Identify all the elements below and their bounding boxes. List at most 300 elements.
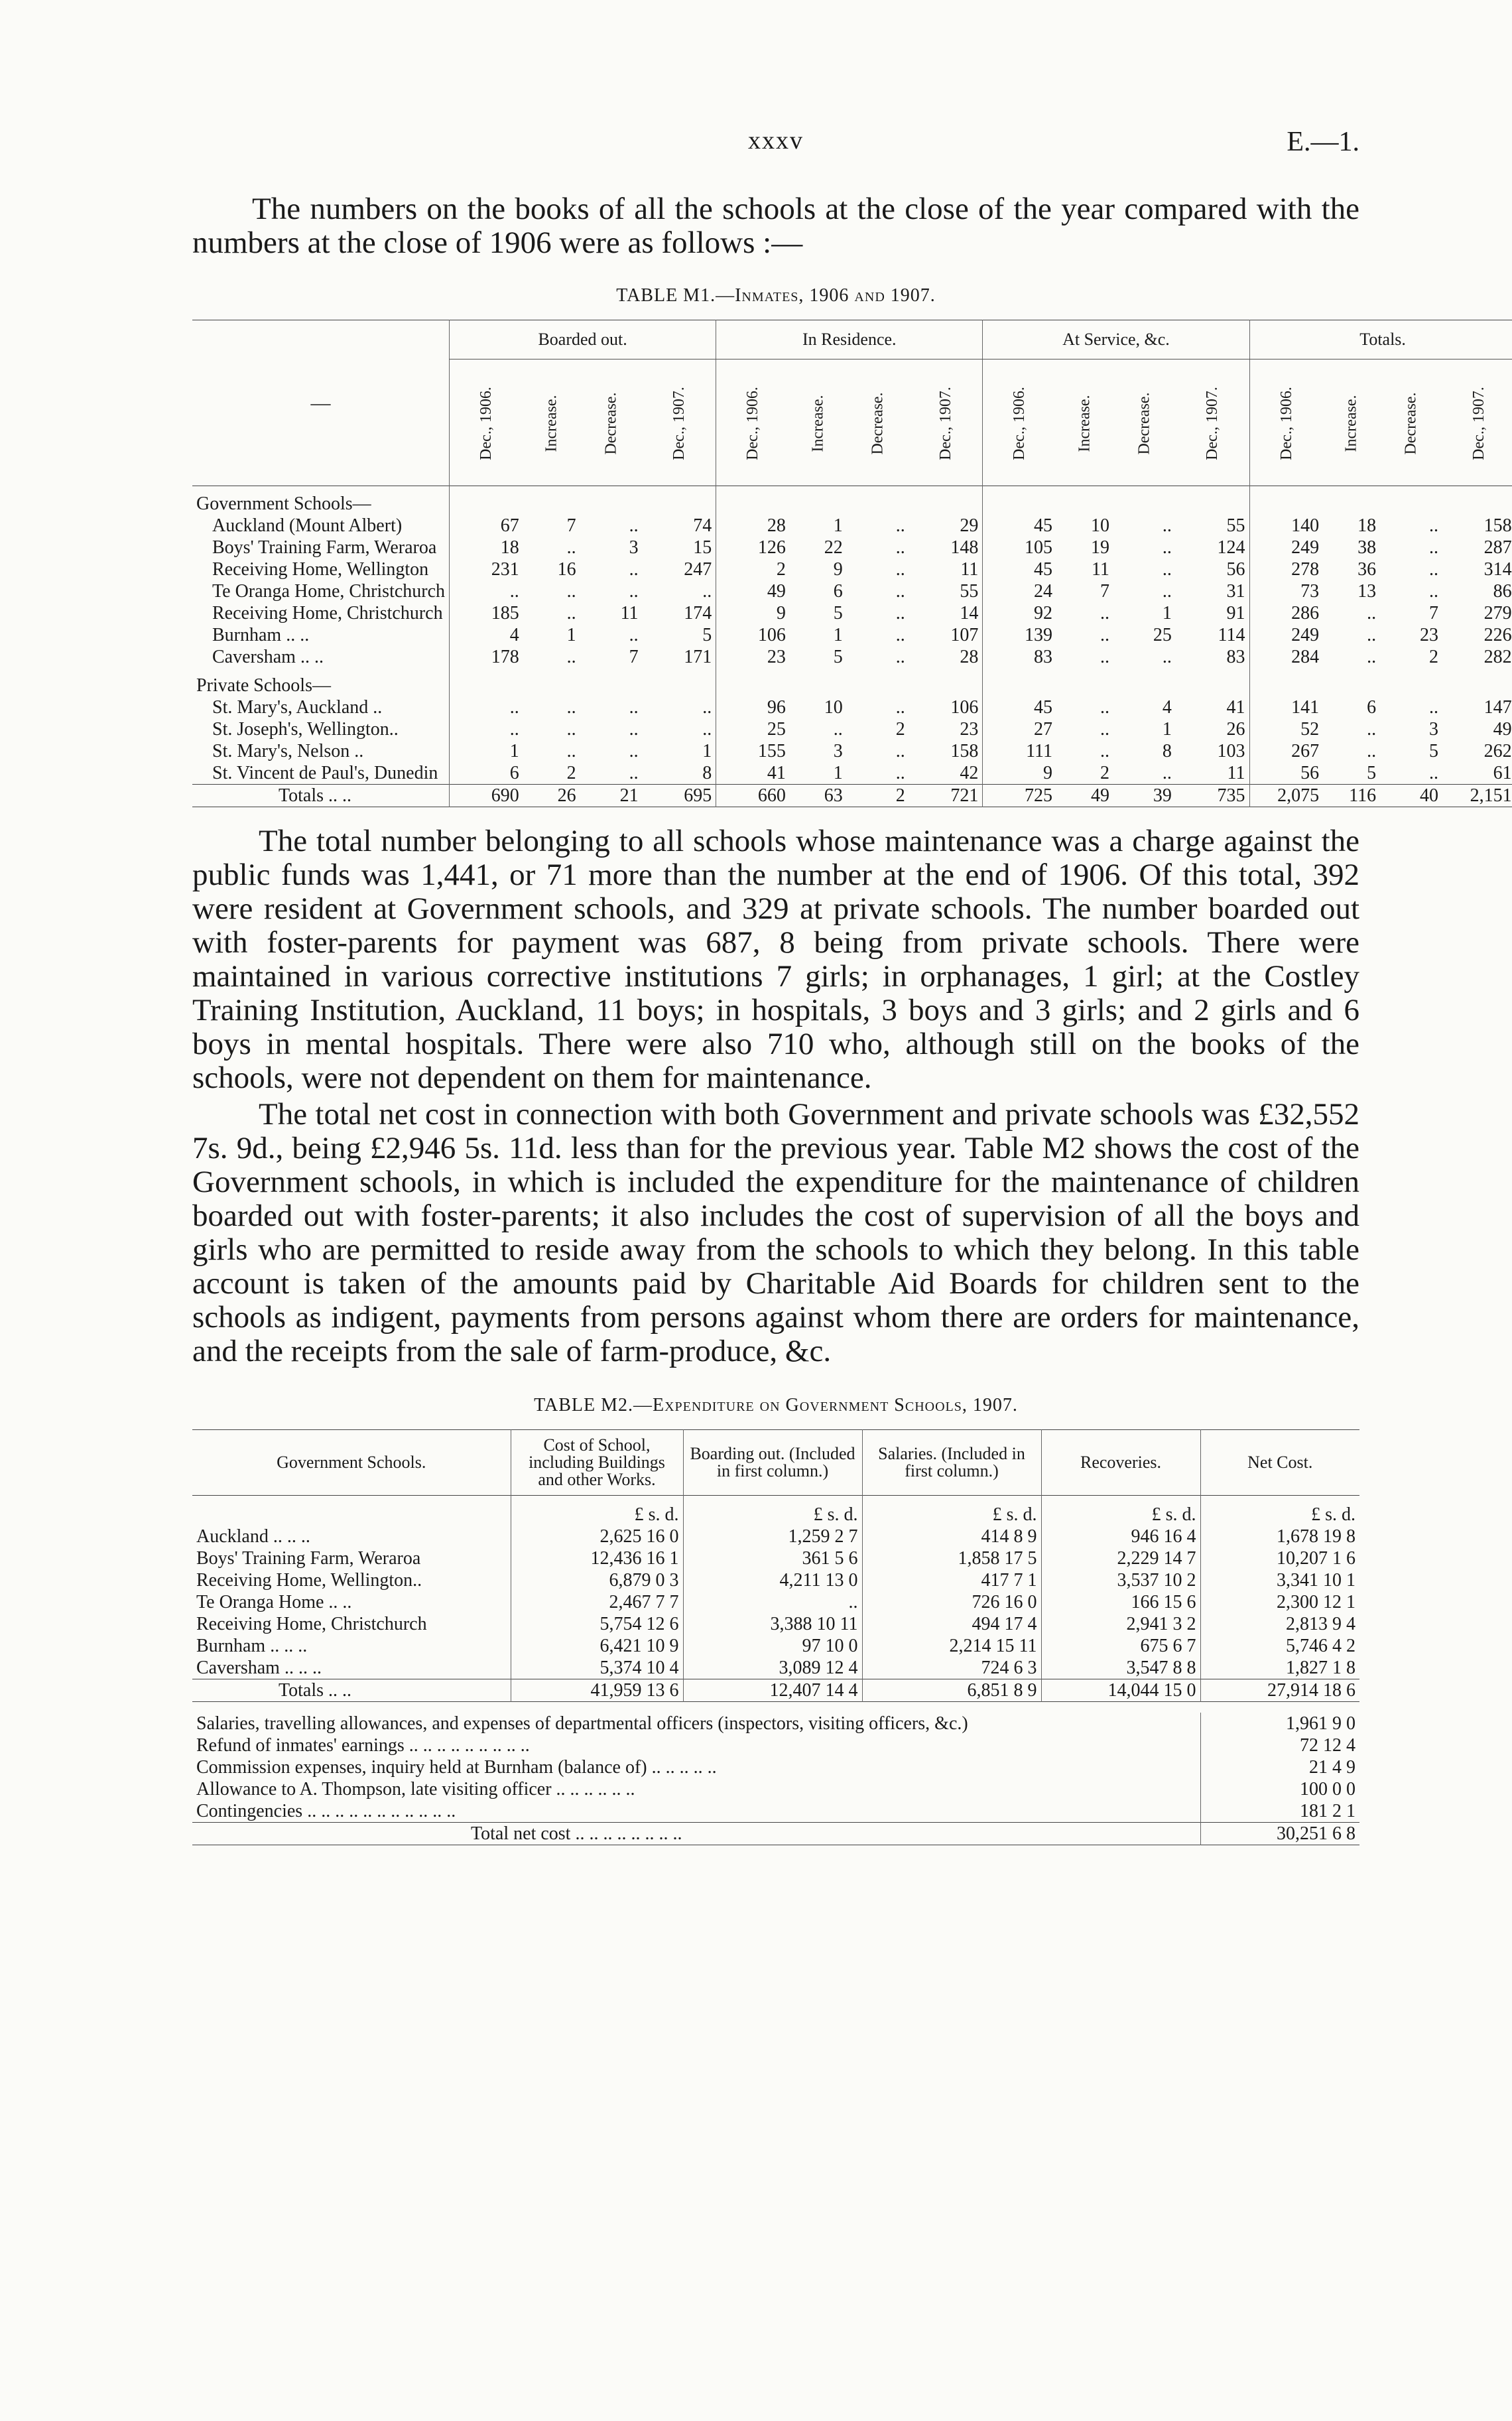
table-row xyxy=(192,602,1512,624)
cell: 148 xyxy=(950,537,979,558)
cell: 31 xyxy=(1226,580,1245,602)
cell: 247 xyxy=(684,558,712,580)
page xyxy=(192,126,1512,1845)
subheader-increase xyxy=(1323,360,1380,486)
cell: .. xyxy=(1429,580,1439,602)
cell: .. xyxy=(895,646,905,667)
cell: 9 xyxy=(983,762,1056,785)
cell: 73 xyxy=(1249,580,1323,602)
cell: 2,300 12 1 xyxy=(1200,1591,1359,1613)
empty-cell xyxy=(790,668,847,696)
cell: 23 xyxy=(1420,624,1439,645)
cell: 52 xyxy=(1249,718,1323,740)
cell: 2 xyxy=(716,558,790,580)
cell: 41,959 13 6 xyxy=(511,1679,683,1702)
subheader-text: Dec., 1907. xyxy=(1203,387,1221,460)
expense-row xyxy=(192,1778,1359,1800)
cell: 6,851 8 9 xyxy=(862,1679,1041,1702)
cell: .. xyxy=(833,718,843,740)
cell: 91 xyxy=(1226,602,1245,623)
units-cell: £ s. d. xyxy=(1200,1496,1359,1526)
cell: .. xyxy=(1367,646,1377,667)
spacer-row xyxy=(192,1702,1359,1713)
table2-caption xyxy=(192,1395,1359,1416)
cell: 494 17 4 xyxy=(862,1613,1041,1635)
cell: 61 xyxy=(1493,762,1512,783)
cell: 12,436 16 1 xyxy=(511,1547,683,1569)
cell: 8 xyxy=(1162,740,1172,761)
row-label: Receiving Home, Wellington xyxy=(212,558,429,580)
cell: 49 xyxy=(716,580,790,602)
subheader-dec-1907 xyxy=(643,360,716,486)
cell: 6 xyxy=(450,762,523,785)
cell: .. xyxy=(1100,718,1109,740)
expense-row xyxy=(192,1800,1359,1823)
cell: 2 xyxy=(895,718,905,740)
cell: 6 xyxy=(1367,696,1377,718)
empty-cell xyxy=(847,668,909,696)
subheader-dec-1907 xyxy=(909,360,983,486)
cell: 55 xyxy=(960,580,979,602)
cell: 5,746 4 2 xyxy=(1200,1635,1359,1657)
empty-cell xyxy=(643,486,716,515)
cell: 4 xyxy=(1162,696,1172,718)
cell: .. xyxy=(895,624,905,645)
cell: 10,207 1 6 xyxy=(1200,1547,1359,1569)
cell: .. xyxy=(566,696,576,718)
cell: 3,537 10 2 xyxy=(1041,1569,1200,1591)
cell: .. xyxy=(566,580,576,602)
expense-value: 100 0 0 xyxy=(1200,1778,1359,1800)
table-row xyxy=(192,1569,1359,1591)
subheader-text: Increase. xyxy=(542,395,560,452)
cell: 42 xyxy=(960,762,979,783)
cell: 56 xyxy=(1226,558,1245,580)
cell: 105 xyxy=(983,537,1056,558)
cell: 23 xyxy=(716,646,790,668)
expense-label: Salaries, travelling allowances, and expenses of departmental officers (inspectors, visiting officers, &c.) xyxy=(196,1713,968,1734)
cell: .. xyxy=(1429,558,1439,580)
cell: .. xyxy=(895,740,905,761)
cell: 10 xyxy=(1090,515,1109,536)
row-label: Receiving Home, Christchurch xyxy=(196,1613,427,1634)
row-label: Receiving Home, Wellington.. xyxy=(196,1569,422,1591)
spacer xyxy=(192,1702,1359,1713)
cell: .. xyxy=(566,602,576,623)
cell: .. xyxy=(1367,740,1377,761)
table1-caption-prefix: TABLE M1.— xyxy=(616,285,735,306)
expense-value: 72 12 4 xyxy=(1200,1734,1359,1756)
cell: 7 xyxy=(1429,602,1439,623)
cell: .. xyxy=(1367,718,1377,740)
expense-row xyxy=(192,1734,1359,1756)
expense-value: 21 4 9 xyxy=(1200,1756,1359,1778)
cell: 282 xyxy=(1483,646,1512,667)
cell: 2 xyxy=(895,785,905,806)
grand-total-value: 30,251 6 8 xyxy=(1200,1823,1359,1845)
subheader-text: Decrease. xyxy=(869,392,887,455)
cell: .. xyxy=(1162,762,1172,783)
cell: 6 xyxy=(833,580,843,602)
subheader-text: Increase. xyxy=(1076,395,1094,452)
cell: .. xyxy=(629,696,639,718)
empty-cell xyxy=(192,1496,511,1526)
cell: 1 xyxy=(1162,602,1172,623)
cell: 86 xyxy=(1493,580,1512,602)
cell: 5,374 10 4 xyxy=(511,1657,683,1679)
empty-cell xyxy=(983,668,1056,696)
totals-row xyxy=(192,785,1512,807)
cell: 158 xyxy=(1483,515,1512,536)
cell: 11 xyxy=(960,558,979,580)
cell: 178 xyxy=(450,646,523,668)
page-number: xxxv xyxy=(748,127,804,155)
cell: 735 xyxy=(1217,785,1245,806)
subheader-increase xyxy=(790,360,847,486)
cell: .. xyxy=(1162,580,1172,602)
cell: 2,075 xyxy=(1249,785,1323,807)
empty-cell xyxy=(1056,668,1113,696)
empty-cell xyxy=(1249,486,1323,515)
cell: .. xyxy=(450,696,523,718)
table-row xyxy=(192,580,1512,602)
cell: 116 xyxy=(1349,785,1377,806)
cell: .. xyxy=(895,537,905,558)
col-boarding-out: Boarding out. (Included in first column.) xyxy=(683,1430,862,1496)
cell: 2,467 7 7 xyxy=(511,1591,683,1613)
subheader-dec-1906 xyxy=(450,360,523,486)
table1-caption xyxy=(192,285,1359,306)
cell: 9 xyxy=(716,602,790,624)
table-row xyxy=(192,558,1512,580)
cell: 2,214 15 11 xyxy=(862,1635,1041,1657)
intro-paragraph: The numbers on the books of all the schools at the close of the year compared with the numbers at the close of 1906 were as follows :— xyxy=(192,192,1359,260)
cell: 83 xyxy=(983,646,1056,668)
cell: 231 xyxy=(450,558,523,580)
cell: 3,388 10 11 xyxy=(683,1613,862,1635)
cell: 10 xyxy=(824,696,843,718)
cell: .. xyxy=(629,580,639,602)
cell: 92 xyxy=(983,602,1056,624)
cell: .. xyxy=(683,1591,862,1613)
cell: .. xyxy=(566,646,576,667)
page-header xyxy=(192,126,1359,172)
col-salaries: Salaries. (Included in first column.) xyxy=(862,1430,1041,1496)
cell: 8 xyxy=(702,762,712,783)
empty-cell xyxy=(1323,668,1380,696)
table-row xyxy=(192,1547,1359,1569)
units-cell: £ s. d. xyxy=(862,1496,1041,1526)
table-row xyxy=(192,537,1512,558)
cell: 74 xyxy=(693,515,712,536)
cell: 11 xyxy=(1227,762,1245,783)
cell: 3 xyxy=(629,537,639,558)
row-label: Burnham .. .. .. xyxy=(196,1635,308,1656)
cell: 249 xyxy=(1249,537,1323,558)
table-row xyxy=(192,1613,1359,1635)
cell: .. xyxy=(566,740,576,761)
table-row xyxy=(192,1635,1359,1657)
subheader-text: Dec., 1907. xyxy=(936,387,954,460)
expense-label: Commission expenses, inquiry held at Burnham (balance of) .. .. .. .. .. xyxy=(196,1756,717,1778)
cell: 6,879 0 3 xyxy=(511,1569,683,1591)
cell: 690 xyxy=(450,785,523,807)
empty-cell xyxy=(909,668,983,696)
cell: 106 xyxy=(950,696,979,718)
cell: 38 xyxy=(1357,537,1377,558)
cell: 4 xyxy=(450,624,523,646)
row-label: Auckland .. .. .. xyxy=(196,1526,310,1547)
table-row xyxy=(192,624,1512,646)
cell: 158 xyxy=(950,740,979,761)
cell: 1,827 1 8 xyxy=(1200,1657,1359,1679)
cell: 2 xyxy=(566,762,576,783)
cell: 226 xyxy=(1483,624,1512,645)
empty-cell xyxy=(450,668,523,696)
cell: 361 5 6 xyxy=(683,1547,862,1569)
cell: .. xyxy=(566,718,576,740)
cell: 22 xyxy=(824,537,843,558)
cell: .. xyxy=(629,558,639,580)
empty-cell xyxy=(983,486,1056,515)
cell: 16 xyxy=(557,558,576,580)
subheader-dec-1907 xyxy=(1176,360,1249,486)
subheader-text: Dec., 1906. xyxy=(1011,387,1029,460)
cell: .. xyxy=(566,537,576,558)
cell: .. xyxy=(1100,696,1109,718)
cell: 5 xyxy=(702,624,712,645)
cell: 45 xyxy=(983,696,1056,718)
row-label: St. Vincent de Paul's, Dunedin xyxy=(212,762,438,783)
table2-caption-title: Expenditure on Government Schools, 1907. xyxy=(652,1395,1018,1415)
cell: 726 16 0 xyxy=(862,1591,1041,1613)
subheader-dec-1906 xyxy=(1249,360,1323,486)
table-row xyxy=(192,1591,1359,1613)
cell: 21 xyxy=(619,785,639,806)
totals-row xyxy=(192,1679,1359,1702)
units-row xyxy=(192,1496,1359,1526)
table-row xyxy=(192,646,1512,668)
cell: 41 xyxy=(1226,696,1245,718)
cell: 286 xyxy=(1249,602,1323,624)
subheader-text: Decrease. xyxy=(1402,392,1420,455)
cell: .. xyxy=(1100,624,1109,645)
empty-cell xyxy=(523,668,580,696)
cell: 2,813 9 4 xyxy=(1200,1613,1359,1635)
paragraph-net-cost: The total net cost in connection with both Government and private schools was £32,552 7s. 9d., being £2,946 5s. 11d. less than for the previous year. Table M2 shows the cost of the Government schools, in which is included the expenditure for the maintenance of children boarded out with foster-parents; it also includes the cost of supervision of all the boys and girls who are permitted to reside away from the schools to which they belong. In this table account is taken of the amounts paid by Charitable Aid Boards for children sent to the schools as indigent, payments from persons against whom there are orders for maintenance, and the receipts from the sale of farm-produce, &c. xyxy=(192,1097,1359,1368)
subheader-decrease xyxy=(1380,360,1442,486)
cell: 141 xyxy=(1249,696,1323,718)
expense-value: 1,961 9 0 xyxy=(1200,1713,1359,1734)
cell: 249 xyxy=(1249,624,1323,646)
cell: 23 xyxy=(960,718,979,740)
cell: .. xyxy=(1367,602,1377,623)
cell: 9 xyxy=(833,558,843,580)
cell: 3 xyxy=(1429,718,1439,740)
cell: 695 xyxy=(684,785,712,806)
empty-cell xyxy=(909,486,983,515)
cell: .. xyxy=(895,515,905,536)
cell: .. xyxy=(629,718,639,740)
cell: 29 xyxy=(960,515,979,536)
cell: .. xyxy=(895,696,905,718)
empty-cell xyxy=(1380,668,1442,696)
row-label: St. Mary's, Auckland .. xyxy=(212,696,383,718)
row-label: Totals .. .. xyxy=(279,1679,352,1701)
document-reference: E.—1. xyxy=(1287,127,1359,157)
additional-expenses xyxy=(192,1702,1359,1845)
subheader-dec-1907 xyxy=(1442,360,1512,486)
row-label: Caversham .. .. xyxy=(212,646,324,667)
subheader-increase xyxy=(523,360,580,486)
cell: 103 xyxy=(1217,740,1245,761)
cell: .. xyxy=(895,762,905,783)
grand-total-label: Total net cost .. .. .. .. .. .. .. .. xyxy=(471,1823,682,1844)
subheader-text: Increase. xyxy=(809,395,827,452)
col-government-schools: Government Schools. xyxy=(277,1453,426,1472)
empty-cell xyxy=(716,486,790,515)
cell: .. xyxy=(702,718,712,740)
units-cell: £ s. d. xyxy=(511,1496,683,1526)
table-row xyxy=(192,740,1512,762)
subheader-dec-1906 xyxy=(983,360,1056,486)
subheader-decrease xyxy=(580,360,643,486)
cell: 1,259 2 7 xyxy=(683,1526,862,1547)
cell: 26 xyxy=(1226,718,1245,740)
cell: 49 xyxy=(1493,718,1512,740)
cell: 18 xyxy=(450,537,523,558)
units-cell: £ s. d. xyxy=(1041,1496,1200,1526)
cell: .. xyxy=(895,558,905,580)
grand-total-row xyxy=(192,1823,1359,1845)
row-label: Auckland (Mount Albert) xyxy=(212,515,403,536)
cell: 1 xyxy=(833,762,843,783)
row-label: Boys' Training Farm, Weraroa xyxy=(212,537,437,558)
expense-row xyxy=(192,1713,1359,1734)
empty-cell xyxy=(1249,668,1323,696)
cell: 7 xyxy=(1100,580,1109,602)
empty-cell xyxy=(1176,486,1249,515)
cell: 28 xyxy=(960,646,979,667)
row-label: Totals .. .. xyxy=(279,785,352,806)
empty-cell xyxy=(643,668,716,696)
cell: 724 6 3 xyxy=(862,1657,1041,1679)
cell: 2,625 16 0 xyxy=(511,1526,683,1547)
cell: 24 xyxy=(983,580,1056,602)
empty-cell xyxy=(1056,486,1113,515)
cell: .. xyxy=(1162,537,1172,558)
subheader-dec-1906 xyxy=(716,360,790,486)
table-row xyxy=(192,515,1512,537)
subheader-text: Dec., 1907. xyxy=(670,387,688,460)
cell: 45 xyxy=(983,515,1056,537)
cell: 2,941 3 2 xyxy=(1041,1613,1200,1635)
cell: 314 xyxy=(1483,558,1512,580)
cell: 725 xyxy=(983,785,1056,807)
cell: 3 xyxy=(833,740,843,761)
subheader-decrease xyxy=(847,360,909,486)
cell: 4,211 13 0 xyxy=(683,1569,862,1591)
cell: 139 xyxy=(983,624,1056,646)
cell: 18 xyxy=(1357,515,1377,536)
cell: 28 xyxy=(716,515,790,537)
paragraph-total-number: The total number belonging to all schools whose maintenance was a charge against the public funds was 1,441, or 71 more than the number at the end of 1906. Of this total, 392 were resident at Government schools, and 329 at private schools. The number boarded out with foster-parents for payment was 687, 8 being from private schools. There were maintained in various corrective institutions 7 girls; in orphanages, 1 girl; at the Costley Training Institution, Auckland, 11 boys; in hospitals, 3 boys and 3 girls; and 2 girls and 6 boys in mental hospitals. There were also 710 who, although still on the books of the schools, were not dependent on them for maintenance. xyxy=(192,824,1359,1095)
group-totals: Totals. xyxy=(1249,320,1512,360)
cell: 107 xyxy=(950,624,979,645)
empty-cell xyxy=(847,486,909,515)
cell: 262 xyxy=(1483,740,1512,761)
cell: .. xyxy=(1429,762,1439,783)
cell: 1 xyxy=(1162,718,1172,740)
cell: 40 xyxy=(1420,785,1439,806)
row-label: St. Joseph's, Wellington.. xyxy=(212,718,399,740)
cell: .. xyxy=(702,696,712,718)
cell: .. xyxy=(1100,646,1109,667)
cell: 27,914 18 6 xyxy=(1200,1679,1359,1702)
cell: 1 xyxy=(450,740,523,762)
cell: 2 xyxy=(1100,762,1109,783)
cell: 124 xyxy=(1217,537,1245,558)
empty-cell xyxy=(790,486,847,515)
empty-cell xyxy=(1113,668,1176,696)
cell: 55 xyxy=(1226,515,1245,536)
section-private-schools xyxy=(192,668,1512,696)
cell: 25 xyxy=(716,718,790,740)
expense-label: Refund of inmates' earnings .. .. .. .. .. .. .. .. .. xyxy=(196,1734,530,1756)
cell: .. xyxy=(629,624,639,645)
empty-cell xyxy=(523,486,580,515)
cell: 5 xyxy=(833,646,843,667)
empty-cell xyxy=(450,486,523,515)
cell: .. xyxy=(450,580,523,602)
cell: 96 xyxy=(716,696,790,718)
subheader-text: Decrease. xyxy=(1135,392,1153,455)
expense-label: Contingencies .. .. .. .. .. .. .. .. .. .. .. xyxy=(196,1800,456,1821)
section-government-schools-label: Government Schools— xyxy=(196,493,371,514)
cell: .. xyxy=(1162,515,1172,536)
cell: .. xyxy=(1429,537,1439,558)
expense-label: Allowance to A. Thompson, late visiting officer .. .. .. .. .. .. xyxy=(196,1778,635,1799)
cell: .. xyxy=(1100,740,1109,761)
table-row xyxy=(192,1526,1359,1547)
cell: .. xyxy=(1367,624,1377,645)
table-row xyxy=(192,1657,1359,1679)
cell: 114 xyxy=(1218,624,1245,645)
cell: 11 xyxy=(1091,558,1109,580)
cell: 279 xyxy=(1483,602,1512,623)
cell: 14,044 15 0 xyxy=(1041,1679,1200,1702)
cell: 5,754 12 6 xyxy=(511,1613,683,1635)
cell: 3,341 10 1 xyxy=(1200,1569,1359,1591)
section-government-schools xyxy=(192,486,1512,515)
expenditure-table xyxy=(192,1429,1359,1702)
cell: 1 xyxy=(833,515,843,536)
cell: 721 xyxy=(950,785,979,806)
cell: 15 xyxy=(693,537,712,558)
cell: 6,421 10 9 xyxy=(511,1635,683,1657)
cell: 174 xyxy=(684,602,712,623)
empty-cell xyxy=(1113,486,1176,515)
cell: 414 8 9 xyxy=(862,1526,1041,1547)
table-row xyxy=(192,696,1512,718)
empty-cell xyxy=(716,668,790,696)
empty-cell xyxy=(1323,486,1380,515)
cell: 41 xyxy=(716,762,790,785)
table2-caption-prefix: TABLE M2.— xyxy=(534,1395,653,1415)
cell: 3,547 8 8 xyxy=(1041,1657,1200,1679)
cell: 11 xyxy=(620,602,639,623)
cell: .. xyxy=(629,762,639,783)
